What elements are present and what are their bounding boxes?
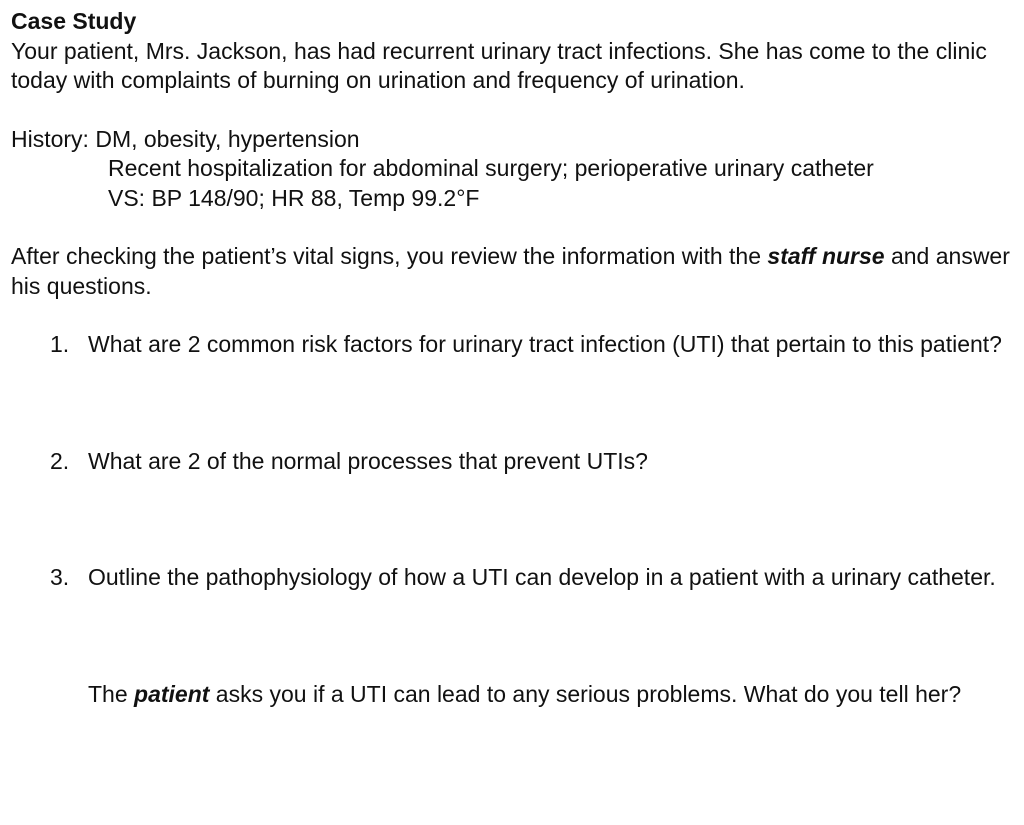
- review-paragraph: [11, 242, 1016, 301]
- spacer: [11, 96, 1016, 125]
- final-question-text: The: [88, 680, 135, 707]
- question-text: What are 2 of the normal processes that prevent UTIs?: [88, 447, 648, 474]
- question-item: [11, 330, 1016, 360]
- patient-emphasis: patient: [134, 680, 210, 707]
- final-question-text-end: asks you if a UTI can lead to any serious problems. What do you tell her?: [209, 680, 962, 707]
- question-text: Outline the pathophysiology of how a UTI can develop in a patient with a urinary catheter.: [88, 564, 996, 590]
- spacer: [11, 301, 1016, 330]
- review-text-end: and answer his questions.: [11, 243, 1010, 299]
- question-number: 1.: [50, 331, 70, 357]
- question-text: What are 2 common risk factors for urinary tract infection (UTI) that pertain to this patient?: [88, 331, 1002, 357]
- question-item: [11, 563, 1016, 593]
- document-title: Case Study: [11, 8, 137, 34]
- final-question: [88, 680, 1016, 710]
- vital-signs: VS: BP 148/90; HR 88, Temp 99.2°F: [108, 184, 480, 211]
- question-list: [11, 330, 1016, 593]
- question-number: 3.: [50, 564, 70, 590]
- intro-paragraph: Your patient, Mrs. Jackson, has had recurrent urinary tract infections. She has come to the clinic today with complaints of burning on urination and frequency of urination.: [11, 37, 987, 93]
- review-text: After checking the patient’s vital signs, you review the information with the: [11, 243, 768, 269]
- case-study-document: [11, 7, 1016, 709]
- staff-nurse-emphasis: staff nurse: [767, 243, 885, 269]
- question-number: 2.: [50, 447, 70, 474]
- history-hospitalization: Recent hospitalization for abdominal surgery; perioperative urinary catheter: [108, 155, 874, 181]
- history-line: History: DM, obesity, hypertension: [11, 125, 360, 152]
- question-item: [11, 447, 1016, 477]
- spacer: [11, 213, 1016, 242]
